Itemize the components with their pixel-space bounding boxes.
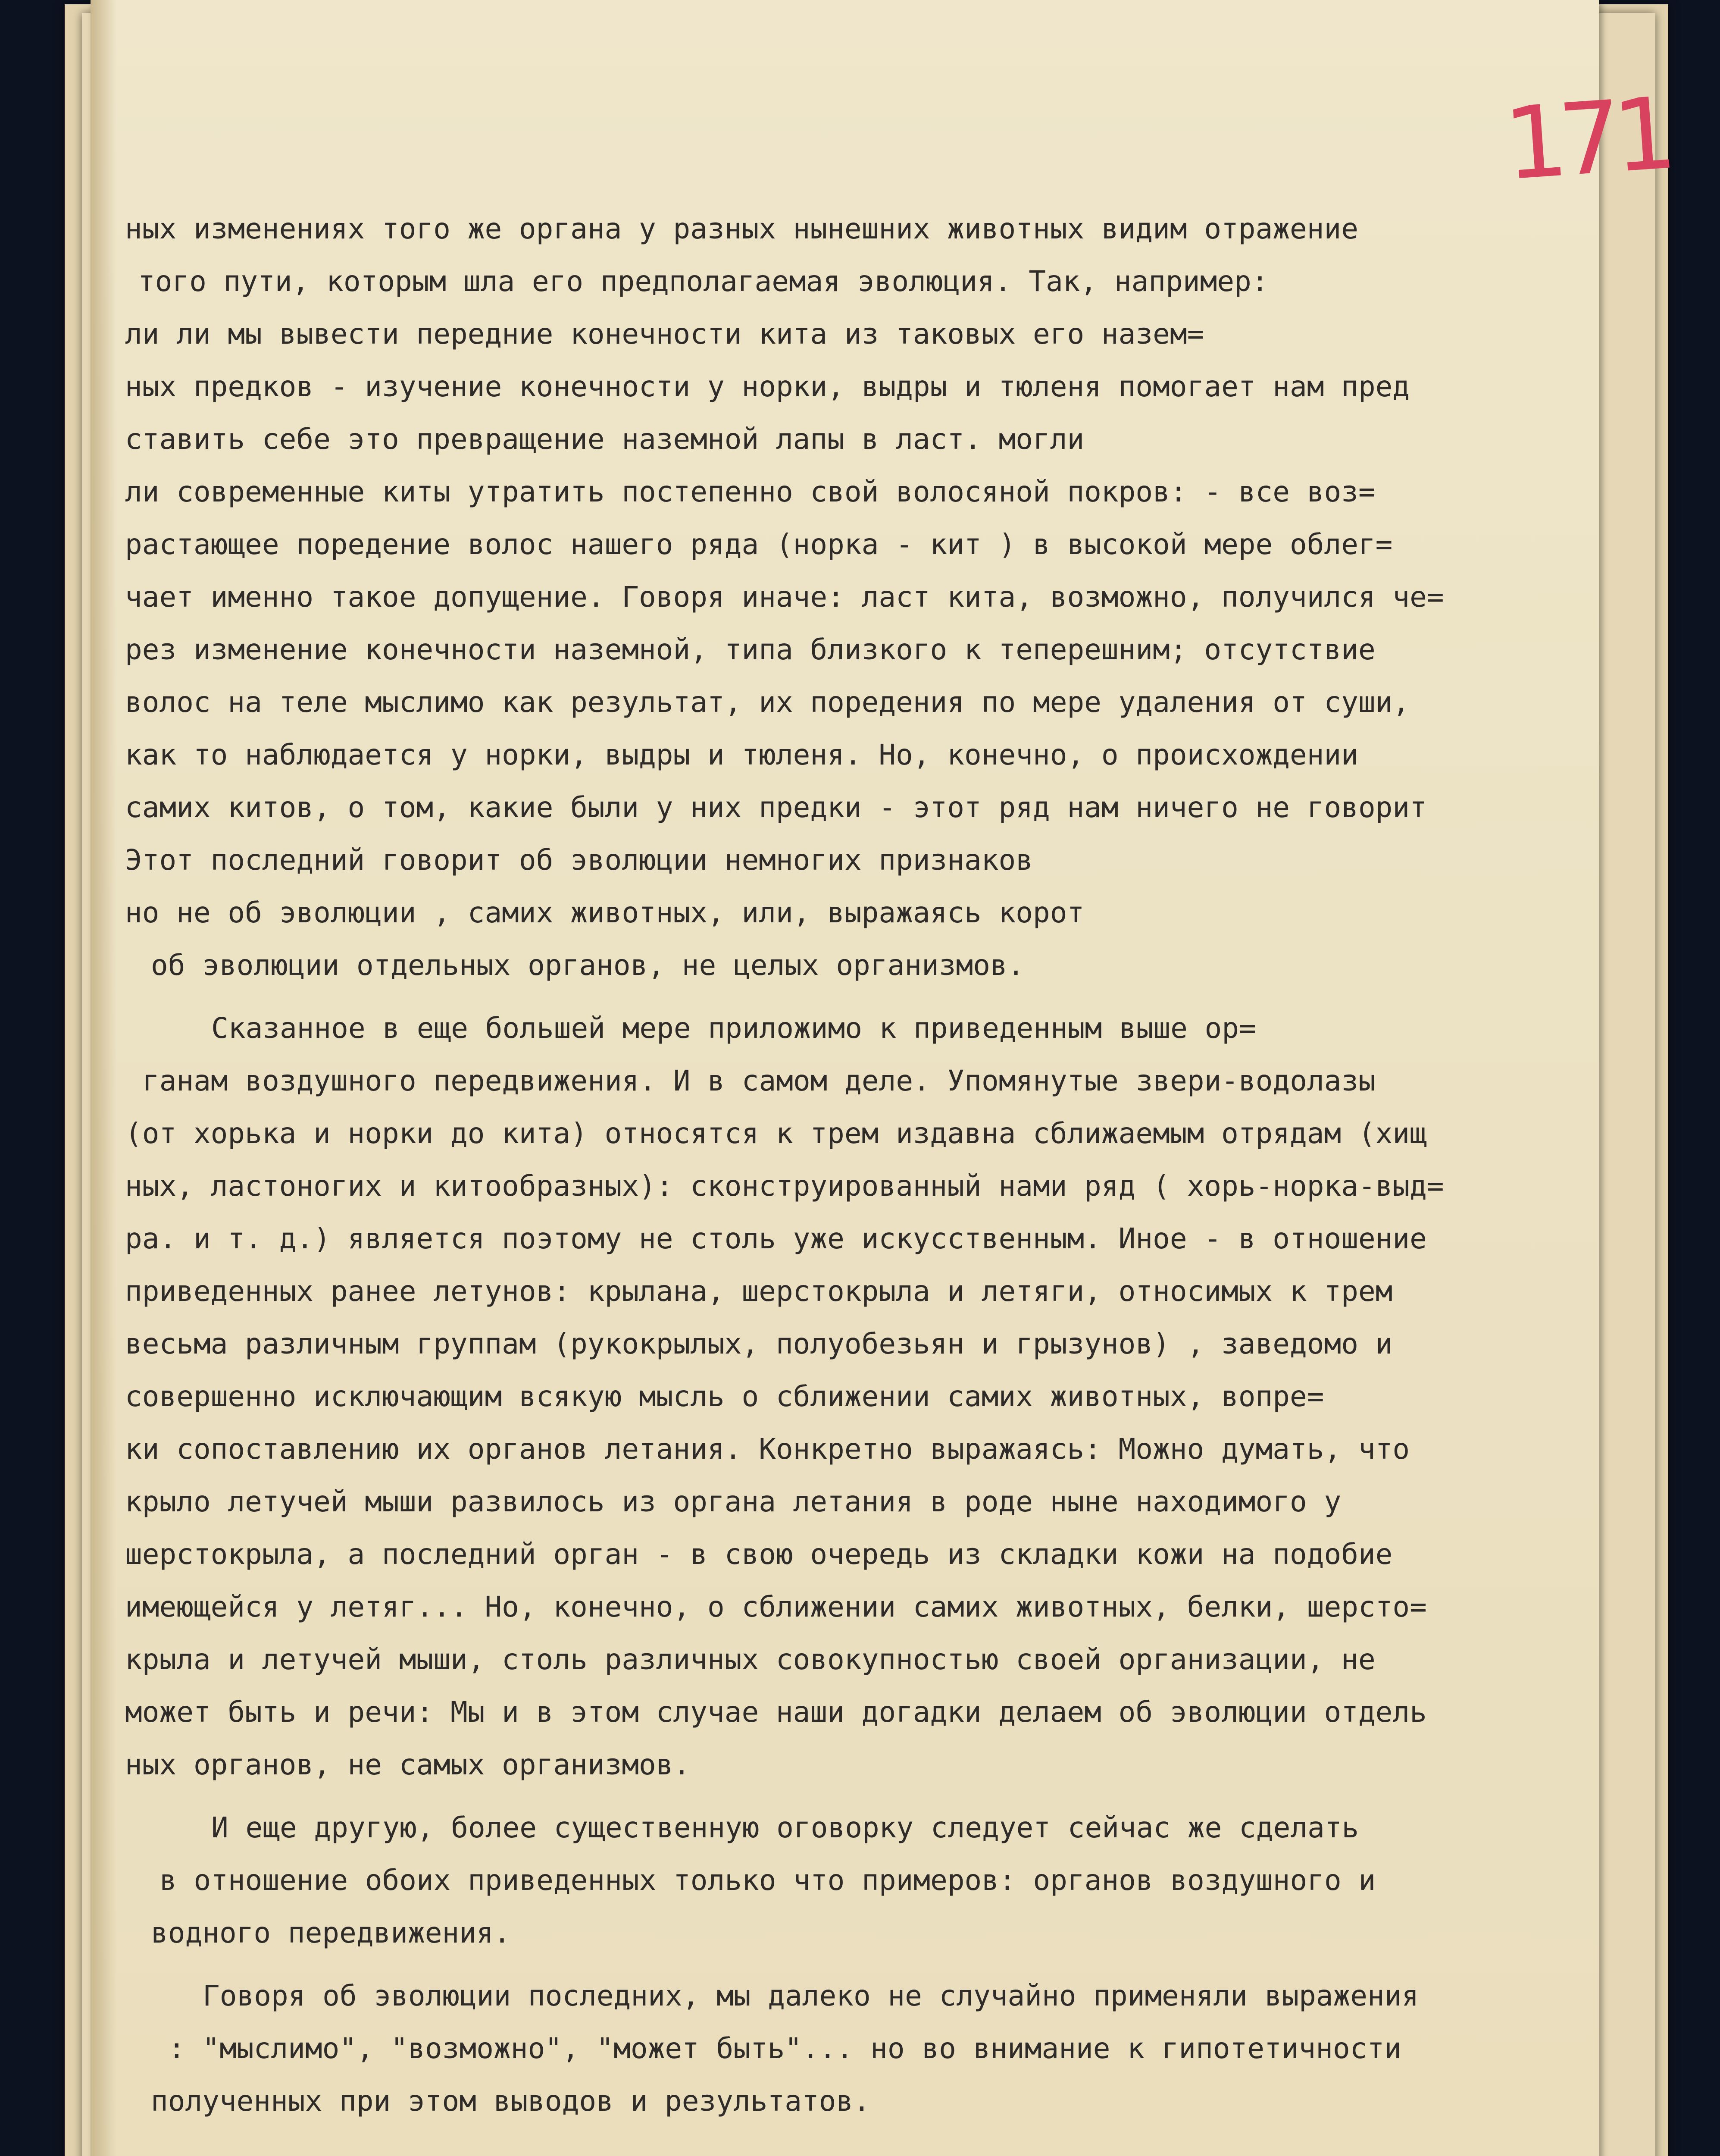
text-line: водного передвижения.: [151, 1916, 511, 1949]
text-line: ных предков - изучение конечности у норки, выдры и тюленя помогает нам пред: [125, 370, 1410, 403]
text-line: рез изменение конечности наземной, типа близкого к теперешним; отсутствие: [125, 633, 1376, 666]
text-line: в отношение обоих приведенных только что примеров: органов воздушного и: [159, 1864, 1376, 1897]
text-line: растающее поредение волос нашего ряда (норка - кит ) в высокой мере облег=: [125, 528, 1393, 561]
text-line: И еще другую, более существенную оговорку следует сейчас же сделать: [211, 1811, 1359, 1844]
text-line: того пути, которым шла его предполагаемая эволюция. Так, например:: [138, 265, 1269, 298]
document-body: [125, 203, 1582, 2128]
text-line: весьма различным группам (рукокрылых, полуобезьян и грызунов) , заведомо и: [125, 1327, 1393, 1360]
text-line: Этот последний говорит об эволюции немногих признаков: [125, 843, 1033, 877]
text-line: ли современные киты утратить постепенно свой волосяной покров: - все воз=: [125, 475, 1376, 508]
text-line: ных изменениях того же органа у разных нынешних животных видим отражение: [125, 212, 1358, 245]
text-line: шерстокрыла, а последний орган - в свою очередь из складки кожи на подобие: [125, 1538, 1393, 1571]
text-line: ных органов, не самых организмов.: [125, 1748, 691, 1781]
text-line: крыла и летучей мыши, столь различных совокупностью своей организации, не: [125, 1643, 1376, 1676]
text-line: чает именно такое допущение. Говоря иначе: ласт кита, возможно, получился че=: [125, 580, 1444, 614]
text-line: Сказанное в еще большей мере приложимо к приведенным выше ор=: [211, 1012, 1256, 1045]
text-line: : "мыслимо", "возможно", "может быть"... но во внимание к гипотетичности: [168, 2032, 1401, 2065]
text-line: волос на теле мыслимо как результат, их поредения по мере удаления от суши,: [125, 686, 1410, 719]
text-line: самих китов, о том, какие были у них предки - этот ряд нам ничего не говорит: [125, 791, 1427, 824]
text-line: приведенных ранее летунов: крылана, шерстокрыла и летяги, относимых к трем: [125, 1275, 1393, 1308]
text-line: имеющейся у летяг... Но, конечно, о сближении самих животных, белки, шерсто=: [125, 1590, 1427, 1623]
text-line: полученных при этом выводов и результатов.: [151, 2084, 870, 2118]
text-line: совершенно исключающим всякую мысль о сближении самих животных, вопре=: [125, 1380, 1324, 1413]
folio-number: 171: [1501, 76, 1672, 203]
text-line: ставить себе это превращение наземной лапы в ласт. могли: [125, 423, 1085, 456]
text-line: ных, ластоногих и китообразных): сконструированный нами ряд ( хорь-норка-выд=: [125, 1169, 1444, 1203]
text-line: ра. и т. д.) является поэтому не столь уже искусственным. Иное - в отношение: [125, 1222, 1427, 1255]
text-line: может быть и речи: Мы и в этом случае наши догадки делаем об эволюции отдель: [125, 1695, 1427, 1729]
text-line: ки сопоставлению их органов летания. Конкретно выражаясь: Можно думать, что: [125, 1432, 1410, 1466]
text-line: но не об эволюции , самих животных, или, выражаясь корот: [125, 896, 1085, 929]
text-line: об эволюции отдельных органов, не целых организмов.: [151, 949, 1025, 982]
text-line: Говоря об эволюции последних, мы далеко не случайно применяли выражения: [203, 1979, 1419, 2012]
text-line: (от хорька и норки до кита) относятся к трем издавна сближаемым отрядам (хищ: [125, 1117, 1427, 1150]
text-line: ганам воздушного передвижения. И в самом деле. Упомянутые звери-водолазы: [142, 1064, 1376, 1097]
text-line: как то наблюдается у норки, выдры и тюленя. Но, конечно, о происхождении: [125, 738, 1358, 771]
text-line: ли ли мы вывести передние конечности кита из таковых его назем=: [125, 317, 1204, 351]
text-line: крыло летучей мыши развилось из органа летания в роде ныне находимого у: [125, 1485, 1342, 1518]
